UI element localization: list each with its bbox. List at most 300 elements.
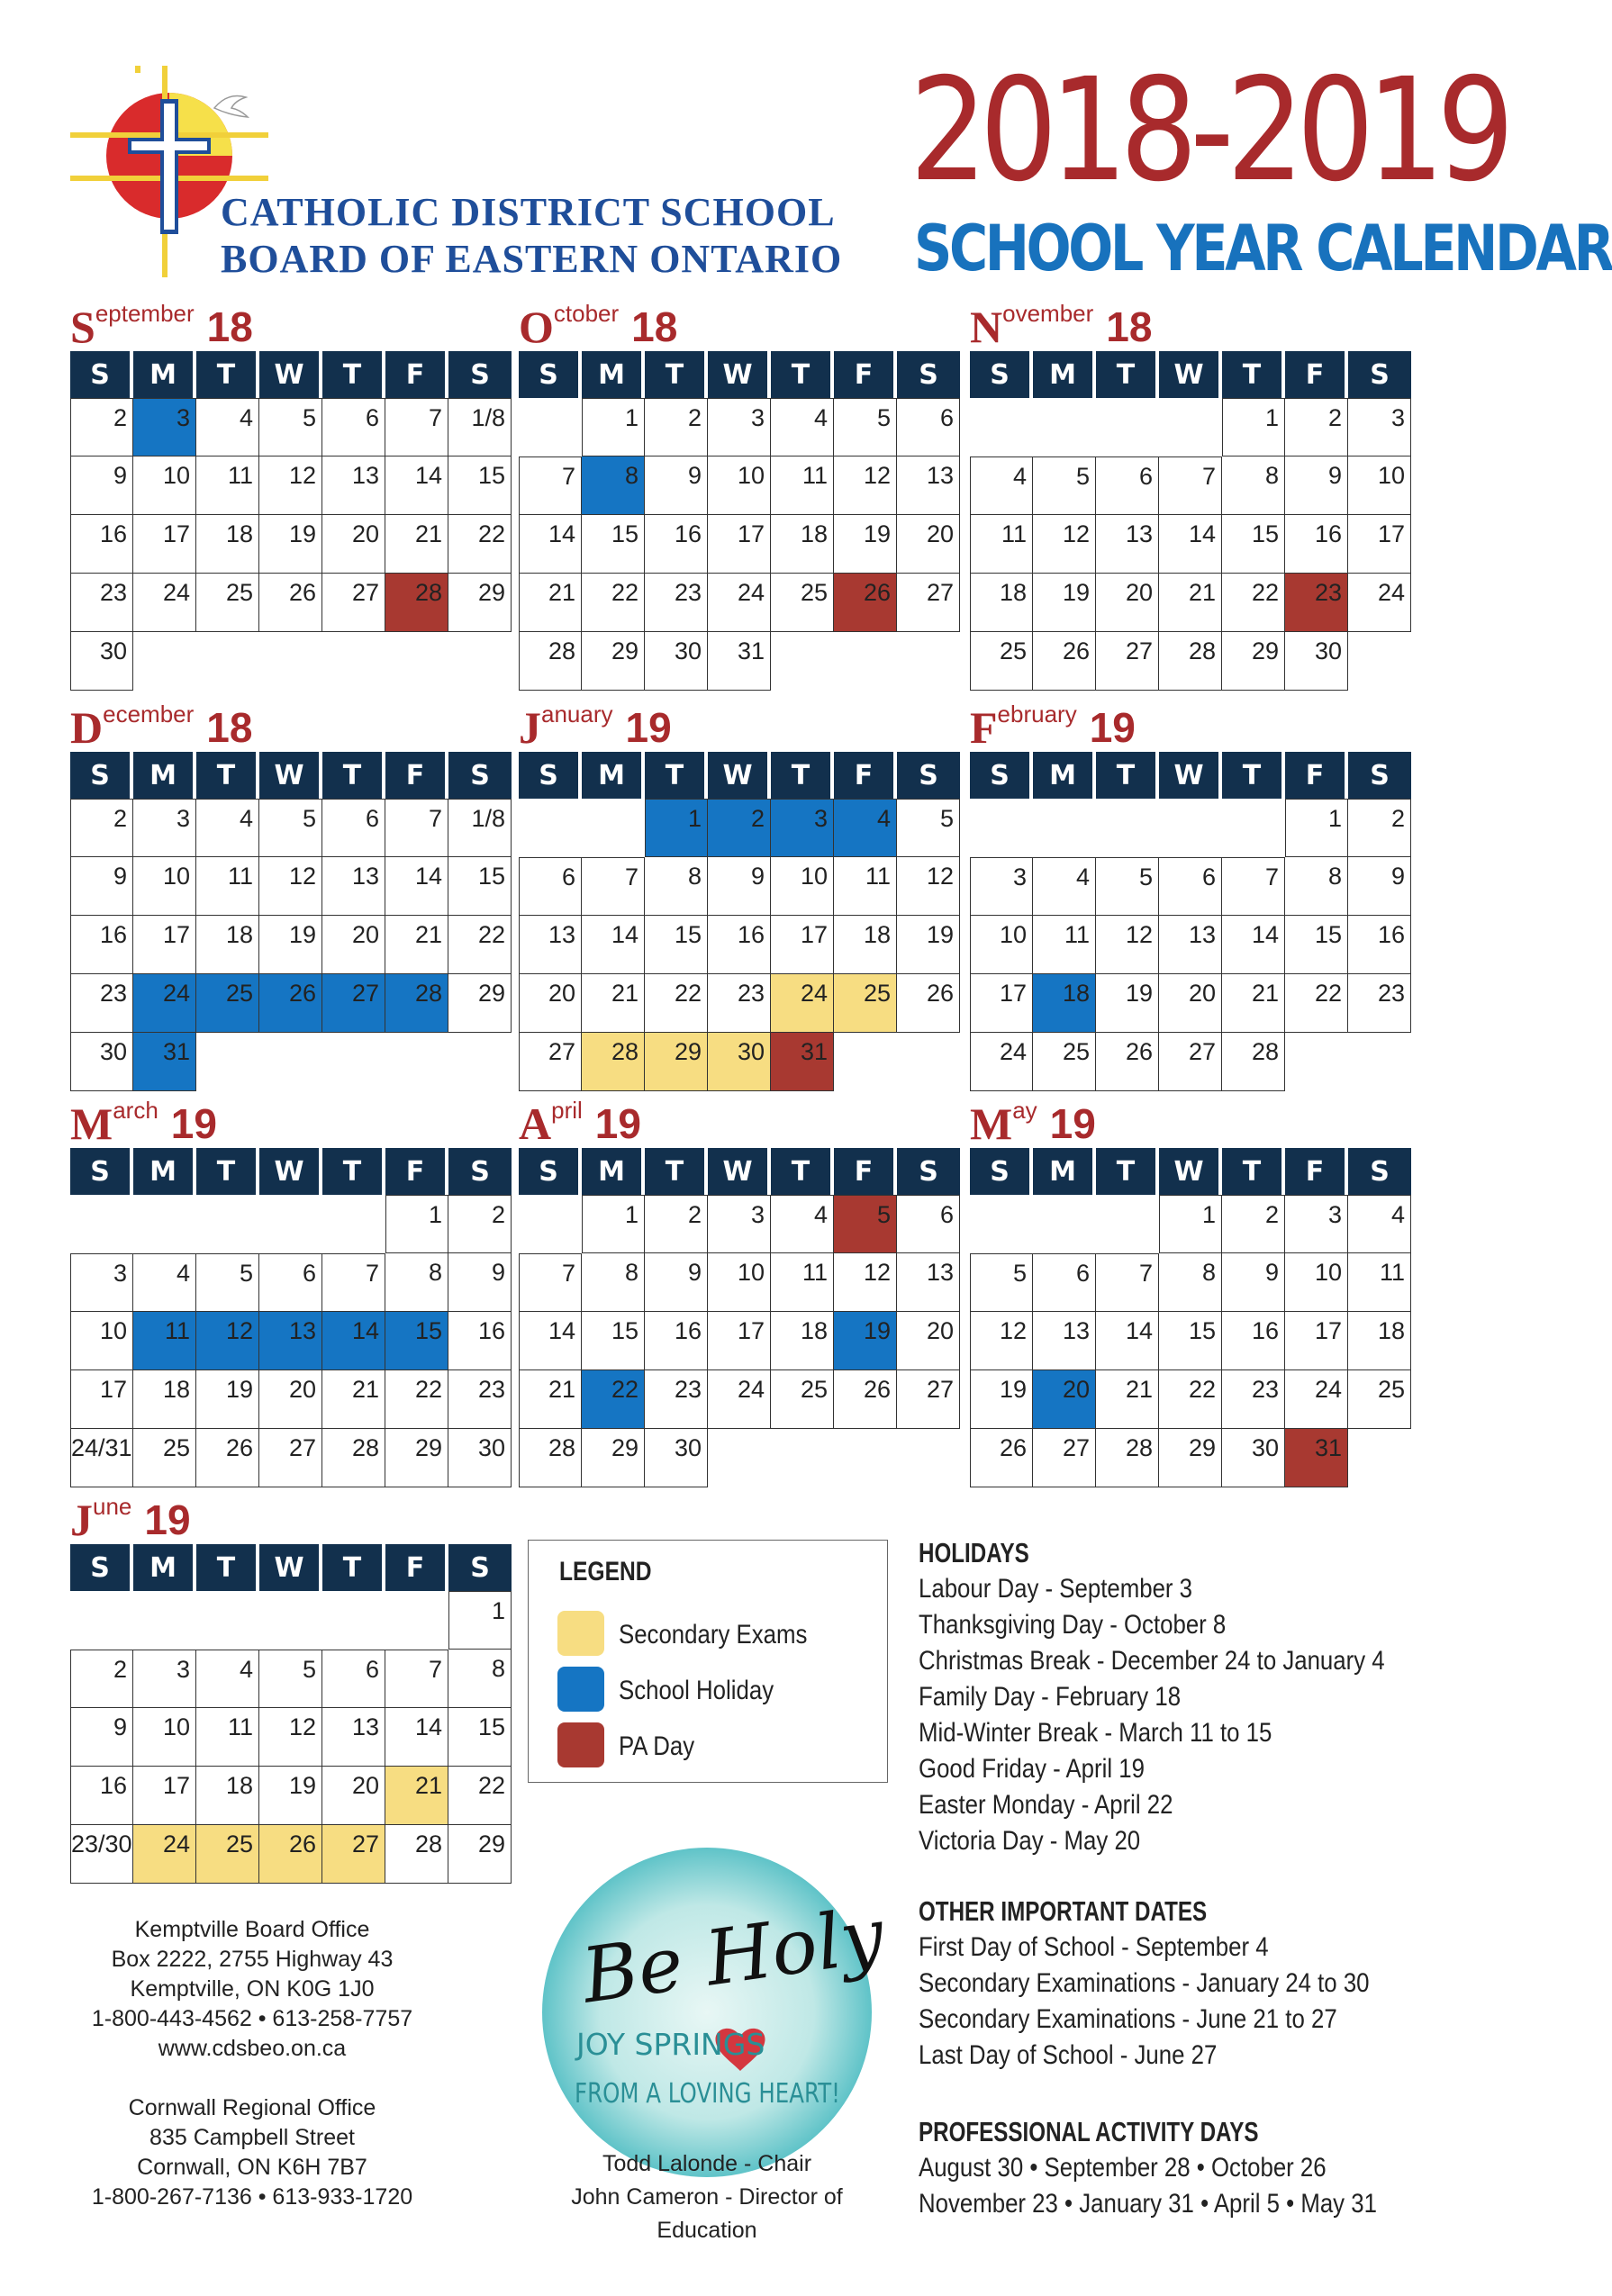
day-cell xyxy=(708,1033,771,1091)
day-cell xyxy=(1285,1370,1348,1429)
day-cell xyxy=(582,974,645,1033)
day-cell xyxy=(133,515,196,574)
day-cell xyxy=(322,456,385,515)
day-number: 1 xyxy=(491,1597,505,1624)
day-cell xyxy=(771,916,834,974)
weekday-header: S xyxy=(1348,752,1411,799)
day-number: 25 xyxy=(1377,1376,1405,1403)
day-cell xyxy=(834,857,897,916)
day-cell xyxy=(708,916,771,974)
day-cell xyxy=(1285,799,1348,857)
other-dates-title: OTHER IMPORTANT DATES xyxy=(919,1895,1208,1927)
day-number: 25 xyxy=(999,637,1027,664)
day-cell xyxy=(834,974,897,1033)
weekday-header: M xyxy=(133,1544,193,1591)
other-date-item: Secondary Examinations - June 21 to 27 xyxy=(919,2004,1337,2034)
weekday-header: M xyxy=(1033,351,1092,398)
day-number: 8 xyxy=(428,1259,442,1286)
day-cell xyxy=(322,574,385,632)
day-cell xyxy=(448,1591,512,1650)
day-number: 28 xyxy=(1188,637,1216,664)
month-grid xyxy=(519,398,964,691)
day-number: 14 xyxy=(548,520,575,547)
month-name-rest: eptember xyxy=(95,300,195,327)
legend-title: LEGEND xyxy=(559,1557,652,1586)
weekday-header: S xyxy=(897,1148,960,1195)
day-number: 17 xyxy=(1314,1317,1342,1344)
day-number: 23 xyxy=(99,980,127,1007)
day-cell xyxy=(897,1253,960,1312)
day-cell xyxy=(196,574,259,632)
day-number: 29 xyxy=(611,637,638,664)
day-number: 21 xyxy=(414,1772,442,1799)
weekday-header: W xyxy=(259,1544,319,1591)
day-number: 23 xyxy=(477,1376,505,1403)
office-line: 835 Campbell Street xyxy=(149,2125,355,2150)
day-cell xyxy=(645,974,708,1033)
day-cell xyxy=(385,515,448,574)
month-grid xyxy=(519,1195,964,1487)
day-cell xyxy=(259,574,322,632)
day-cell xyxy=(771,1253,834,1312)
day-cell xyxy=(519,456,582,515)
day-number: 19 xyxy=(288,1772,316,1799)
month-grid xyxy=(519,799,964,1091)
day-number: 23 xyxy=(1314,579,1342,606)
day-number: 24 xyxy=(737,579,765,606)
day-cell xyxy=(322,1253,385,1312)
day-cell xyxy=(196,1708,259,1767)
day-cell xyxy=(834,1253,897,1312)
day-number: 10 xyxy=(99,1317,127,1344)
calendar-title: SCHOOL YEAR CALENDAR xyxy=(914,212,1612,285)
weekday-header: T xyxy=(322,1544,382,1591)
day-cell xyxy=(259,398,322,456)
day-number: 7 xyxy=(561,1260,575,1287)
day-number: 15 xyxy=(477,863,505,890)
day-cell xyxy=(771,574,834,632)
day-number: 17 xyxy=(162,921,190,948)
weekday-header: M xyxy=(133,351,193,398)
day-number: 7 xyxy=(428,404,442,431)
day-number: 16 xyxy=(99,921,127,948)
day-cell xyxy=(834,456,897,515)
day-cell xyxy=(970,1429,1033,1487)
day-number: 11 xyxy=(227,1713,253,1740)
month-initial: F xyxy=(970,702,998,753)
day-number: 7 xyxy=(561,463,575,490)
day-number: 14 xyxy=(414,462,442,489)
day-number: 29 xyxy=(477,1830,505,1858)
weekday-header: T xyxy=(1222,351,1281,398)
day-cell xyxy=(322,1650,385,1708)
day-cell xyxy=(448,1650,512,1708)
day-number: 10 xyxy=(162,863,190,890)
day-cell xyxy=(133,916,196,974)
day-cell xyxy=(897,974,960,1033)
day-cell xyxy=(582,515,645,574)
day-number: 4 xyxy=(1012,463,1027,490)
day-cell xyxy=(196,799,259,857)
day-number: 27 xyxy=(1188,1038,1216,1065)
day-cell xyxy=(70,974,133,1033)
day-number: 6 xyxy=(1138,463,1153,490)
office-line: Kemptville, ON K0G 1J0 xyxy=(130,1976,375,2002)
day-number: 5 xyxy=(239,1260,253,1287)
day-cell xyxy=(519,916,582,974)
day-number: 10 xyxy=(999,921,1027,948)
day-cell xyxy=(1033,1370,1096,1429)
day-cell xyxy=(834,1370,897,1429)
weekday-header: T xyxy=(1222,752,1281,799)
day-number: 3 xyxy=(113,1260,127,1287)
day-number: 30 xyxy=(477,1434,505,1461)
day-number: 28 xyxy=(414,980,442,1007)
day-cell xyxy=(448,1370,512,1429)
day-number: 9 xyxy=(1390,863,1405,890)
day-cell xyxy=(133,1429,196,1487)
day-cell xyxy=(582,574,645,632)
day-number: 21 xyxy=(548,579,575,606)
day-cell xyxy=(771,799,834,857)
day-cell xyxy=(519,1253,582,1312)
day-cell xyxy=(1096,1033,1159,1091)
be-holy-badge xyxy=(540,1846,890,2179)
holiday-item: Thanksgiving Day - October 8 xyxy=(919,1610,1227,1640)
day-number: 23 xyxy=(1377,980,1405,1007)
day-cell xyxy=(834,398,897,456)
day-number: 18 xyxy=(1377,1317,1405,1344)
weekday-header: S xyxy=(1348,351,1411,398)
day-cell xyxy=(259,916,322,974)
month-name-rest: ebruary xyxy=(997,701,1077,728)
day-cell xyxy=(196,916,259,974)
day-cell xyxy=(70,857,133,916)
day-number: 5 xyxy=(302,805,316,832)
day-number: 11 xyxy=(865,863,891,890)
month-initial: J xyxy=(519,702,541,753)
month-2 xyxy=(519,300,964,691)
month-year: 19 xyxy=(1089,704,1136,751)
day-number: 13 xyxy=(926,1259,954,1286)
day-number: 16 xyxy=(1251,1317,1279,1344)
day-number: 6 xyxy=(365,1656,379,1683)
day-cell xyxy=(133,857,196,916)
day-cell xyxy=(322,398,385,456)
month-initial: S xyxy=(70,302,95,352)
day-cell xyxy=(1285,1253,1348,1312)
day-cell xyxy=(645,799,708,857)
day-number: 17 xyxy=(162,520,190,547)
day-number: 17 xyxy=(1377,520,1405,547)
empty-day-cell xyxy=(970,799,1033,857)
day-cell xyxy=(771,974,834,1033)
weekday-header: W xyxy=(259,752,319,799)
day-number: 11 xyxy=(227,863,253,890)
day-cell xyxy=(1285,857,1348,916)
day-cell xyxy=(259,974,322,1033)
day-cell xyxy=(582,1429,645,1487)
month-initial: J xyxy=(70,1495,93,1545)
holiday-item: Labour Day - September 3 xyxy=(919,1574,1193,1604)
month-1 xyxy=(70,300,515,691)
day-cell xyxy=(196,1370,259,1429)
day-number: 21 xyxy=(1188,579,1216,606)
day-number: 25 xyxy=(800,1376,828,1403)
day-cell xyxy=(322,974,385,1033)
day-cell xyxy=(1222,1253,1285,1312)
weekday-header: F xyxy=(385,1544,445,1591)
office-line: 1-800-443-4562 • 613-258-7757 xyxy=(91,2006,413,2031)
day-number: 1/8 xyxy=(471,404,505,431)
weekday-header: S xyxy=(448,1544,512,1591)
day-cell xyxy=(1348,1195,1411,1253)
day-cell xyxy=(1285,398,1348,456)
month-year: 18 xyxy=(206,704,253,751)
day-number: 3 xyxy=(813,805,828,832)
day-number: 10 xyxy=(737,462,765,489)
day-cell xyxy=(645,1253,708,1312)
empty-day-cell xyxy=(259,1195,322,1253)
day-number: 5 xyxy=(1075,463,1090,490)
day-cell xyxy=(133,1767,196,1825)
day-cell xyxy=(1222,1033,1285,1091)
other-dates-section xyxy=(919,1894,1443,2074)
day-cell xyxy=(708,456,771,515)
day-number: 27 xyxy=(548,1038,575,1065)
legend-swatch-exams xyxy=(557,1611,604,1656)
day-cell xyxy=(645,857,708,916)
day-number: 2 xyxy=(491,1201,505,1228)
day-number: 29 xyxy=(477,579,505,606)
month-name-rest: ay xyxy=(1012,1097,1037,1124)
day-cell xyxy=(771,1370,834,1429)
day-number: 18 xyxy=(225,1772,253,1799)
weekday-header: W xyxy=(708,1148,767,1195)
empty-day-cell xyxy=(1222,799,1285,857)
legend-label: Secondary Exams xyxy=(619,1620,808,1650)
day-cell xyxy=(1159,1253,1222,1312)
weekday-header: F xyxy=(834,1148,893,1195)
day-number: 16 xyxy=(1377,921,1405,948)
day-cell xyxy=(70,1825,133,1884)
day-number: 9 xyxy=(113,863,127,890)
day-number: 28 xyxy=(414,579,442,606)
office-website-link[interactable]: www.cdsbeo.on.ca xyxy=(158,2036,347,2061)
day-number: 7 xyxy=(1201,463,1216,490)
day-cell xyxy=(1222,857,1285,916)
day-number: 29 xyxy=(414,1434,442,1461)
day-number: 3 xyxy=(1390,404,1405,431)
day-cell xyxy=(1033,574,1096,632)
day-cell xyxy=(385,1650,448,1708)
empty-day-cell xyxy=(385,1591,448,1650)
month-year: 18 xyxy=(1106,303,1153,350)
day-cell xyxy=(196,857,259,916)
day-cell xyxy=(448,1195,512,1253)
day-number: 5 xyxy=(1138,863,1153,890)
day-cell xyxy=(196,515,259,574)
day-cell xyxy=(771,1195,834,1253)
day-cell xyxy=(708,1253,771,1312)
day-cell xyxy=(385,398,448,456)
day-cell xyxy=(519,1370,582,1429)
day-number: 2 xyxy=(113,805,127,832)
day-number: 17 xyxy=(737,1317,765,1344)
day-number: 20 xyxy=(926,520,954,547)
day-cell xyxy=(259,857,322,916)
day-number: 12 xyxy=(225,1317,253,1344)
day-cell xyxy=(834,916,897,974)
weekday-header-row xyxy=(519,351,964,398)
day-cell xyxy=(1033,1253,1096,1312)
day-cell xyxy=(385,1253,448,1312)
day-cell xyxy=(196,398,259,456)
month-grid xyxy=(970,398,1415,691)
weekday-header: T xyxy=(322,1148,382,1195)
day-number: 14 xyxy=(414,1713,442,1740)
weekday-header: M xyxy=(133,752,193,799)
day-number: 7 xyxy=(1264,863,1279,890)
day-cell xyxy=(133,456,196,515)
day-cell xyxy=(519,857,582,916)
office-line: Cornwall, ON K6H 7B7 xyxy=(137,2155,367,2180)
day-cell xyxy=(385,1429,448,1487)
day-number: 24 xyxy=(737,1376,765,1403)
day-cell xyxy=(1033,974,1096,1033)
day-cell xyxy=(70,1650,133,1708)
day-number: 15 xyxy=(674,921,702,948)
day-number: 4 xyxy=(176,1260,190,1287)
day-number: 6 xyxy=(1075,1260,1090,1287)
day-number: 9 xyxy=(113,462,127,489)
day-number: 12 xyxy=(999,1317,1027,1344)
day-number: 20 xyxy=(351,1772,379,1799)
day-number: 3 xyxy=(750,404,765,431)
leaders xyxy=(522,2147,892,2247)
month-name-rest: pril xyxy=(551,1097,583,1124)
day-cell xyxy=(834,1312,897,1370)
day-number: 2 xyxy=(1327,404,1342,431)
kemptville-office xyxy=(72,1915,432,2064)
day-number: 16 xyxy=(674,520,702,547)
day-cell xyxy=(322,515,385,574)
day-cell xyxy=(897,456,960,515)
day-number: 3 xyxy=(750,1201,765,1228)
day-number: 4 xyxy=(813,404,828,431)
day-number: 4 xyxy=(239,805,253,832)
day-cell xyxy=(582,1033,645,1091)
weekday-header-row xyxy=(970,1148,1415,1195)
day-number: 6 xyxy=(939,404,954,431)
day-cell xyxy=(196,1767,259,1825)
day-number: 19 xyxy=(288,921,316,948)
day-cell xyxy=(448,799,512,857)
day-number: 11 xyxy=(227,462,253,489)
pa-days-line: November 23 • January 31 • April 5 • May 31 xyxy=(919,2189,1377,2219)
other-date-item: Secondary Examinations - January 24 to 30 xyxy=(919,1968,1370,1998)
day-cell xyxy=(196,1253,259,1312)
day-number: 1 xyxy=(624,1201,638,1228)
weekday-header: T xyxy=(645,351,704,398)
day-cell xyxy=(1096,1312,1159,1370)
header xyxy=(0,0,1612,297)
day-cell xyxy=(1159,1370,1222,1429)
day-number: 30 xyxy=(1314,637,1342,664)
day-number: 1 xyxy=(687,805,702,832)
day-number: 23 xyxy=(1251,1376,1279,1403)
weekday-header: T xyxy=(1222,1148,1281,1195)
day-cell xyxy=(448,574,512,632)
month-name-rest: une xyxy=(93,1493,132,1520)
day-number: 9 xyxy=(1327,462,1342,489)
day-cell xyxy=(133,1650,196,1708)
day-cell xyxy=(196,1825,259,1884)
month-name-rest: ovember xyxy=(1002,300,1094,327)
day-cell xyxy=(834,799,897,857)
day-number: 29 xyxy=(1188,1434,1216,1461)
day-number: 30 xyxy=(99,637,127,664)
day-number: 16 xyxy=(99,1772,127,1799)
day-cell xyxy=(70,456,133,515)
day-number: 30 xyxy=(737,1038,765,1065)
day-number: 2 xyxy=(1390,805,1405,832)
day-cell xyxy=(970,1253,1033,1312)
day-number: 20 xyxy=(351,921,379,948)
day-cell xyxy=(582,857,645,916)
day-number: 11 xyxy=(164,1317,190,1344)
empty-day-cell xyxy=(970,398,1033,456)
badge-line2: JOY SPRINGS xyxy=(576,2027,765,2062)
day-number: 21 xyxy=(548,1376,575,1403)
day-number: 9 xyxy=(687,462,702,489)
day-number: 26 xyxy=(999,1434,1027,1461)
day-number: 19 xyxy=(288,520,316,547)
day-number: 29 xyxy=(611,1434,638,1461)
day-number: 25 xyxy=(225,980,253,1007)
day-cell xyxy=(582,632,645,691)
day-number: 5 xyxy=(876,404,891,431)
day-cell xyxy=(897,916,960,974)
legend xyxy=(528,1540,888,1783)
day-number: 22 xyxy=(477,1772,505,1799)
day-cell xyxy=(133,398,196,456)
empty-day-cell xyxy=(1033,799,1096,857)
empty-day-cell xyxy=(70,1591,133,1650)
day-cell xyxy=(1348,799,1411,857)
day-cell xyxy=(708,398,771,456)
day-cell xyxy=(771,1033,834,1091)
weekday-header: S xyxy=(970,351,1029,398)
day-number: 24 xyxy=(162,980,190,1007)
day-number: 19 xyxy=(999,1376,1027,1403)
day-number: 12 xyxy=(288,1713,316,1740)
day-cell xyxy=(897,1195,960,1253)
day-number: 22 xyxy=(1188,1376,1216,1403)
day-cell xyxy=(259,456,322,515)
day-cell xyxy=(259,1650,322,1708)
day-number: 2 xyxy=(113,1656,127,1683)
day-cell xyxy=(259,1253,322,1312)
holiday-item: Christmas Break - December 24 to January 4 xyxy=(919,1646,1385,1676)
weekday-header: S xyxy=(1348,1148,1411,1195)
day-number: 9 xyxy=(113,1713,127,1740)
day-cell xyxy=(133,1708,196,1767)
day-number: 3 xyxy=(1327,1201,1342,1228)
weekday-header: W xyxy=(1159,351,1218,398)
day-cell xyxy=(385,916,448,974)
day-number: 8 xyxy=(624,462,638,489)
